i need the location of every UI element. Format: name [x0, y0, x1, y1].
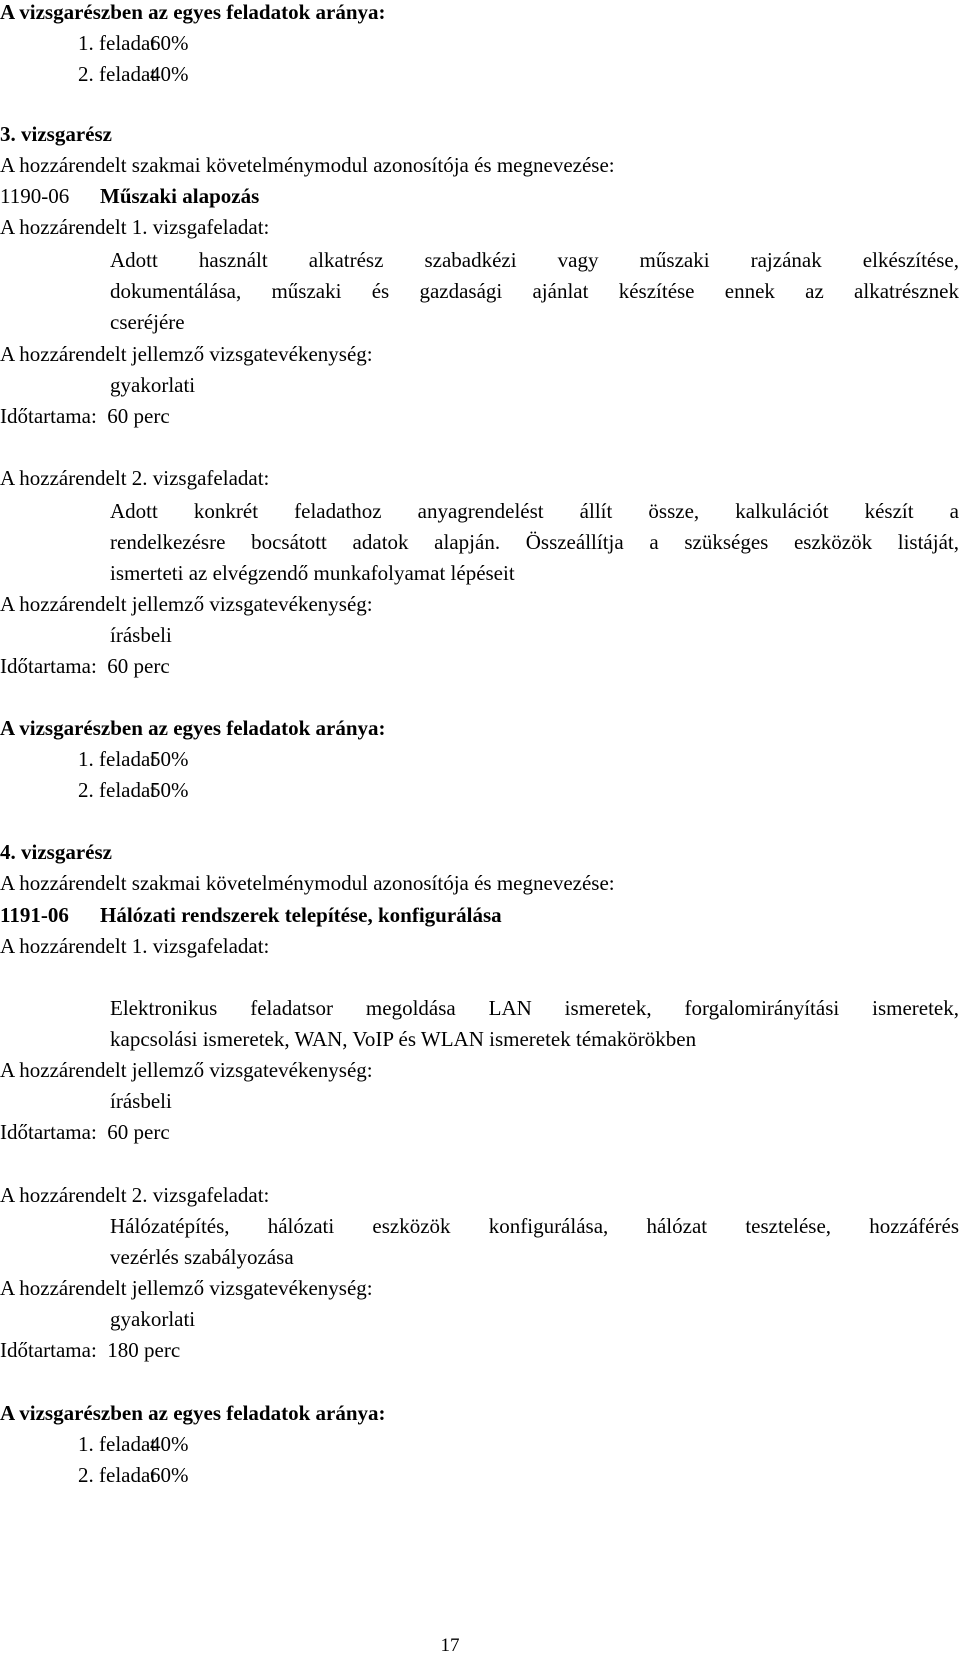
module-name: Hálózati rendszerek telepítése, konfigurálása	[100, 903, 502, 927]
task-description: dokumentálása, műszaki és gazdasági ajánlat készítése ennek az alkatrésznek	[110, 279, 959, 303]
ratio-value: 60%	[150, 1463, 189, 1487]
activity-value: gyakorlati	[110, 1307, 196, 1331]
duration	[0, 406, 170, 427]
module-id	[0, 186, 259, 207]
duration-label: Időtartama:	[0, 1120, 97, 1144]
task-description: Adott konkrét feladathoz anyagrendelést állít össze, kalkulációt készít a	[110, 499, 959, 523]
module-label: A hozzárendelt szakmai követelménymodul azonosítója és megnevezése:	[0, 871, 615, 895]
ratio-label: 1. feladat	[78, 1432, 157, 1456]
ratio-value: 40%	[150, 1432, 189, 1456]
task-label: A hozzárendelt 1. vizsgafeladat:	[0, 215, 270, 239]
activity-value: írásbeli	[110, 1089, 172, 1113]
duration-value: 60 perc	[107, 404, 170, 428]
duration-label: Időtartama:	[0, 654, 97, 678]
activity-label: A hozzárendelt jellemző vizsgatevékenység:	[0, 1276, 373, 1300]
ratio-label: 2. feladat	[78, 1463, 157, 1487]
task-description: kapcsolási ismeretek, WAN, VoIP és WLAN ismeretek témakörökben	[110, 1027, 697, 1051]
duration	[0, 656, 170, 677]
ratio-value: 50%	[150, 747, 189, 771]
activity-label: A hozzárendelt jellemző vizsgatevékenység:	[0, 1058, 373, 1082]
ratio-row	[78, 1434, 189, 1455]
ratio-value: 60%	[150, 31, 189, 55]
ratio-row	[78, 64, 189, 85]
activity-label: A hozzárendelt jellemző vizsgatevékenység:	[0, 592, 373, 616]
module-id	[0, 905, 502, 926]
module-name: Műszaki alapozás	[100, 184, 260, 208]
ratio-value: 50%	[150, 778, 189, 802]
duration-value: 60 perc	[107, 1120, 170, 1144]
task-description: cseréjére	[110, 310, 185, 334]
part-title: 3. vizsgarész	[0, 122, 112, 146]
ratio-row	[78, 1465, 189, 1486]
activity-value: gyakorlati	[110, 373, 196, 397]
task-label: A hozzárendelt 1. vizsgafeladat:	[0, 934, 270, 958]
ratio-label: 2. feladat	[78, 62, 157, 86]
ratio-heading: A vizsgarészben az egyes feladatok aránya:	[0, 716, 386, 740]
ratio-label: 2. feladat	[78, 778, 157, 802]
module-code: 1190-06	[0, 184, 70, 208]
duration-label: Időtartama:	[0, 404, 97, 428]
ratio-heading: A vizsgarészben az egyes feladatok aránya:	[0, 0, 386, 24]
duration-value: 180 perc	[107, 1338, 181, 1362]
page-number: 17	[440, 1635, 460, 1656]
ratio-row	[78, 33, 189, 54]
task-description: Adott használt alkatrész szabadkézi vagy műszaki rajzának elkészítése,	[110, 248, 959, 272]
ratio-row	[78, 749, 189, 770]
ratio-row	[78, 780, 189, 801]
duration-value: 60 perc	[107, 654, 170, 678]
module-label: A hozzárendelt szakmai követelménymodul azonosítója és megnevezése:	[0, 153, 615, 177]
ratio-heading: A vizsgarészben az egyes feladatok aránya:	[0, 1401, 386, 1425]
ratio-value: 40%	[150, 62, 189, 86]
activity-label: A hozzárendelt jellemző vizsgatevékenység:	[0, 342, 373, 366]
duration	[0, 1340, 180, 1361]
task-description: ismerteti az elvégzendő munkafolyamat lépéseit	[110, 561, 515, 585]
task-description: rendelkezésre bocsátott adatok alapján. Összeállítja a szükséges eszközök listáját,	[110, 530, 959, 554]
activity-value: írásbeli	[110, 623, 172, 647]
ratio-label: 1. feladat	[78, 31, 157, 55]
duration	[0, 1122, 170, 1143]
task-description: Hálózatépítés, hálózati eszközök konfigurálása, hálózat tesztelése, hozzáférés	[110, 1214, 959, 1238]
module-code: 1191-06	[0, 903, 69, 927]
task-label: A hozzárendelt 2. vizsgafeladat:	[0, 466, 270, 490]
duration-label: Időtartama:	[0, 1338, 97, 1362]
task-description: Elektronikus feladatsor megoldása LAN ismeretek, forgalomirányítási ismeretek,	[110, 996, 959, 1020]
task-label: A hozzárendelt 2. vizsgafeladat:	[0, 1183, 270, 1207]
ratio-label: 1. feladat	[78, 747, 157, 771]
task-description: vezérlés szabályozása	[110, 1245, 294, 1269]
part-title: 4. vizsgarész	[0, 840, 112, 864]
